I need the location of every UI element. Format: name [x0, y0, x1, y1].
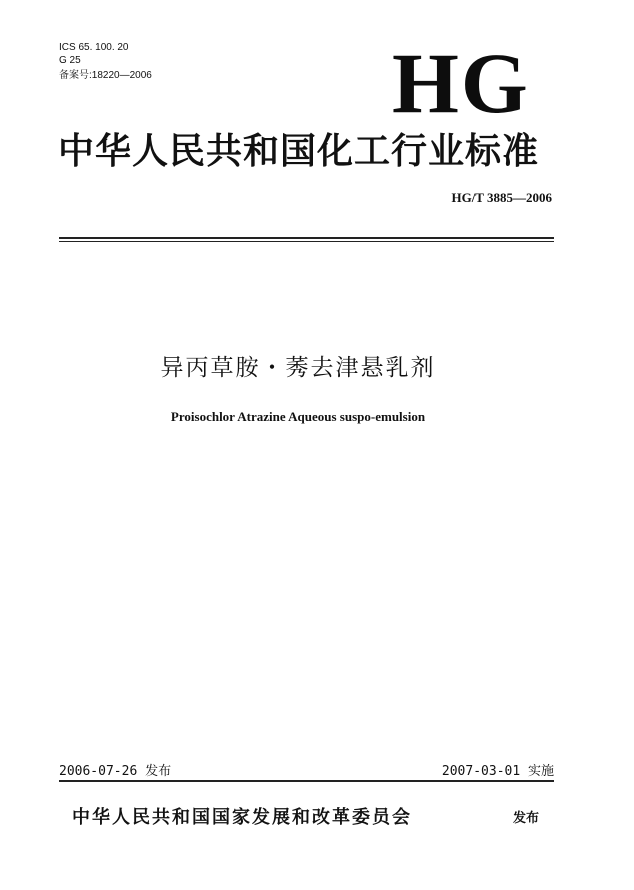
top-divider	[59, 237, 554, 239]
ics-code: ICS 65. 100. 20	[59, 42, 129, 53]
standard-number: HG/T 3885—2006	[451, 190, 552, 205]
implementation-date: 2007-03-01 实施	[441, 764, 554, 779]
bottom-divider	[59, 780, 554, 782]
top-divider-thin	[59, 241, 554, 242]
issuing-authority-suffix: 发布	[513, 811, 540, 826]
filing-number: 备案号:18220—2006	[59, 70, 152, 81]
document-title-chinese: 异丙草胺・莠去津悬乳剂	[160, 355, 436, 381]
issue-date: 2006-07-26 发布	[59, 764, 172, 779]
document-title-english: Proisochlor Atrazine Aqueous suspo-emulsion	[170, 409, 426, 424]
issuing-authority: 中华人民共和国国家发展和改革委员会	[72, 807, 412, 828]
standard-type-title: 中华人民共和国化工行业标准	[58, 130, 540, 172]
ccs-code: G 25	[59, 55, 81, 66]
hg-logo: HG	[392, 35, 530, 131]
